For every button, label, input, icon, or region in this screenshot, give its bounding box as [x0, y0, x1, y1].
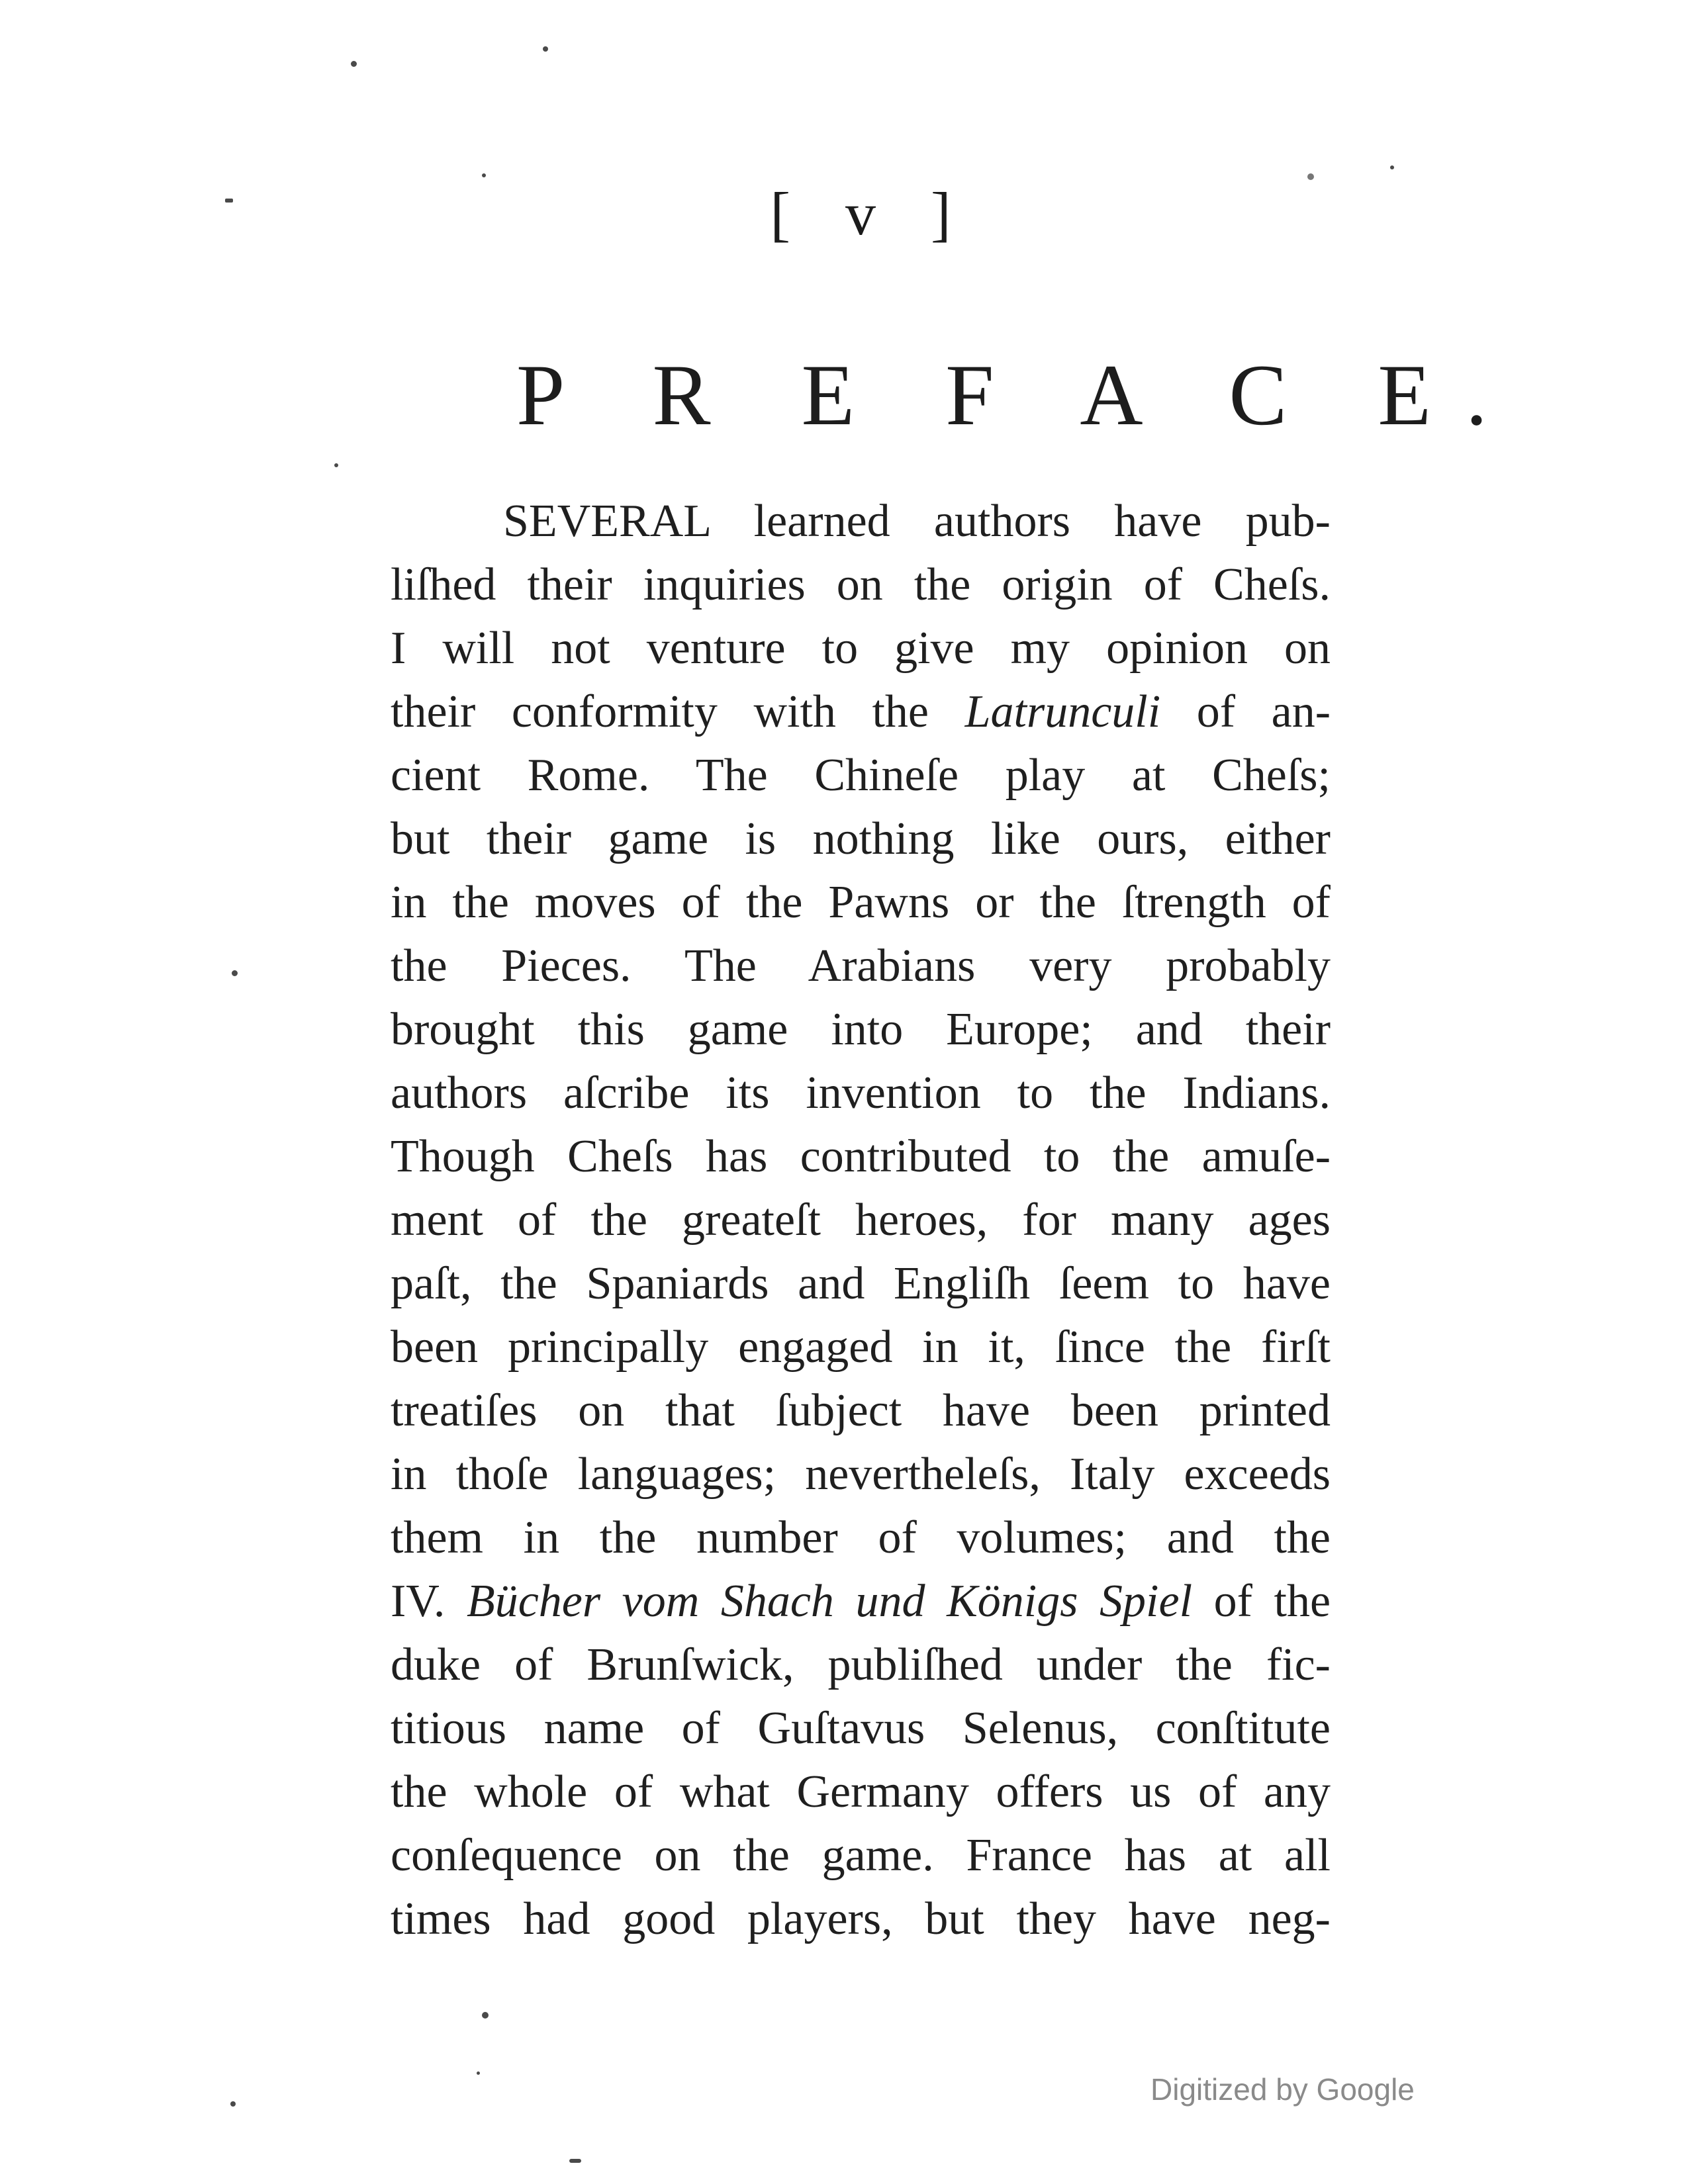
- scan-speck: [477, 2071, 480, 2075]
- page-title: P R E F A C E.: [516, 346, 1523, 443]
- text-line: treatiſes on that ſubject have been printed: [391, 1385, 1331, 1436]
- text-line-start: their conformity with the: [391, 686, 929, 737]
- text-line: brought this game into Europe; and their: [391, 1004, 1331, 1055]
- italic-book-title: Bücher vom Shach und Königs Spiel: [466, 1576, 1193, 1627]
- text-line: been principally engaged in it, ſince the firſt: [391, 1322, 1331, 1373]
- italic-term: Latrunculi: [964, 686, 1161, 737]
- text-line: authors aſcribe its invention to the Indians.: [391, 1068, 1331, 1118]
- text-line: the whole of what Germany offers us of any: [391, 1766, 1331, 1817]
- scan-speck: [334, 463, 338, 467]
- scan-speck: [1307, 173, 1314, 180]
- text-line-end: of an-: [1196, 686, 1331, 737]
- text-line: liſhed their inquiries on the origin of Cheſs.: [391, 559, 1331, 610]
- scan-speck: [482, 2012, 489, 2019]
- text-line: SEVERAL learned authors have pub-: [503, 496, 1331, 547]
- text-line: ment of the greateſt heroes, for many ages: [391, 1195, 1331, 1246]
- scan-speck: [482, 173, 486, 177]
- text-line: [391, 1570, 1331, 1633]
- scan-speck: [230, 2101, 236, 2107]
- scan-speck: [225, 199, 233, 203]
- text-line: [391, 680, 1331, 744]
- text-line-start: IV.: [391, 1576, 445, 1627]
- scan-speck: [1390, 165, 1394, 169]
- scan-speck: [232, 970, 238, 976]
- text-line: the Pieces. The Arabians very probably: [391, 940, 1331, 991]
- text-line: duke of Brunſwick, publiſhed under the fic-: [391, 1639, 1331, 1690]
- scan-speck: [543, 46, 548, 52]
- text-line: but their game is nothing like ours, either: [391, 813, 1331, 864]
- text-line: times had good players, but they have neg-: [391, 1893, 1331, 1944]
- text-line: them in the number of volumes; and the: [391, 1512, 1331, 1563]
- text-line: paſt, the Spaniards and Engliſh ſeem to have: [391, 1258, 1331, 1309]
- text-line: conſequence on the game. France has at all: [391, 1830, 1331, 1881]
- watermark: Digitized by Google: [1150, 2072, 1415, 2107]
- page-number: [ v ]: [770, 180, 971, 248]
- scan-speck: [569, 2159, 581, 2163]
- scan-speck: [351, 61, 357, 67]
- text-line: in thoſe languages; nevertheleſs, Italy exceeds: [391, 1449, 1331, 1500]
- preface-text: [391, 490, 1331, 1951]
- text-line: titious name of Guſtavus Selenus, conſtitute: [391, 1703, 1331, 1754]
- text-line-end: of the: [1213, 1576, 1331, 1627]
- text-line: Though Cheſs has contributed to the amuſe-: [391, 1131, 1331, 1182]
- text-line: I will not venture to give my opinion on: [391, 623, 1331, 674]
- text-line: cient Rome. The Chineſe play at Cheſs;: [391, 750, 1331, 801]
- text-line: in the moves of the Pawns or the ſtrength of: [391, 877, 1331, 928]
